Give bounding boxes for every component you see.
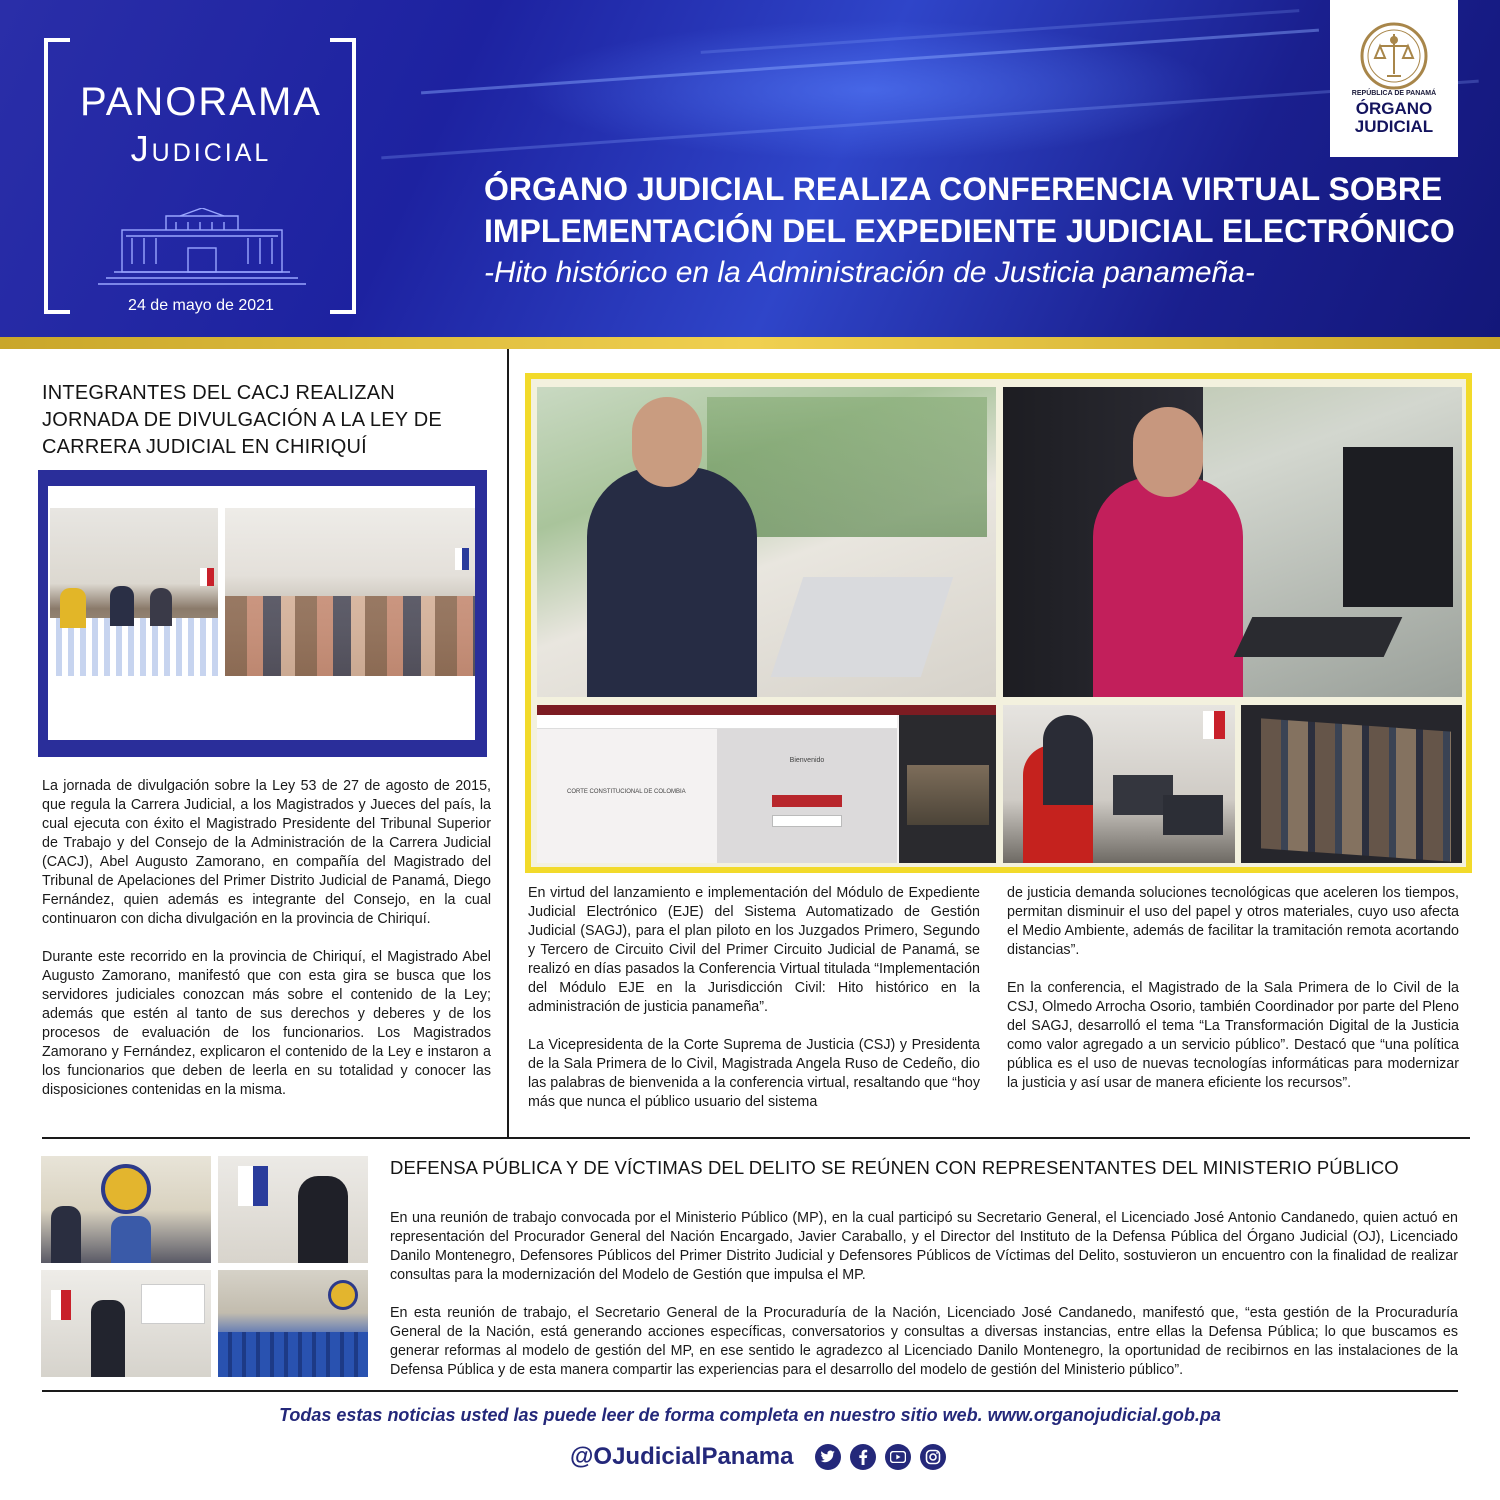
- site-nav: [537, 715, 897, 729]
- panama-flag: [238, 1166, 268, 1206]
- justice-seal-icon: [1360, 22, 1428, 90]
- bottom-article-body: [390, 1209, 1458, 1399]
- issue-date: 24 de mayo de 2021: [128, 297, 274, 314]
- center-paragraph-3: de justicia demanda soluciones tecnológicas que aceleren los tiempos, permitan disminuir el uso del papel y otros materiales, cuyo uso afecta el Medio Ambiente, además de facilitar la tramitación remota acortando distancias”.: [1007, 885, 1459, 958]
- person: [60, 588, 86, 628]
- keyboard: [1234, 617, 1403, 657]
- courthouse-illustration: [96, 208, 308, 288]
- left-article-title: INTEGRANTES DEL CACJ REALIZAN JORNADA DE DIVULGACIÓN A LA LEY DE CARRERA JUDICIAL EN CHIRIQUÍ: [42, 382, 442, 458]
- section-divider: [42, 1137, 1470, 1139]
- header-banner: [0, 0, 1500, 337]
- headline-subtitle: -Hito histórico en la Administración de Justicia panameña-: [484, 256, 1255, 289]
- person-suit: [298, 1176, 348, 1263]
- panama-flag: [51, 1290, 71, 1320]
- logo-line-1: ÓRGANO: [1355, 99, 1433, 118]
- photo-participants-laptops: [1003, 705, 1235, 863]
- laptop: [771, 577, 953, 677]
- left-photo-panel: [48, 486, 475, 740]
- panama-flag: [1203, 711, 1225, 739]
- headline-line-1: ÓRGANO JUDICIAL REALIZA CONFERENCIA VIRTUAL SOBRE: [484, 171, 1443, 207]
- photo-magistrate-laptop: [537, 387, 996, 697]
- login-panel: [717, 729, 897, 863]
- login-button: [772, 795, 842, 807]
- photo-defensa-4: [218, 1270, 368, 1377]
- video-tiles: [1261, 718, 1451, 861]
- masthead-subtitle: Judicial: [130, 128, 272, 169]
- person: [51, 1206, 81, 1263]
- panama-flag: [455, 548, 469, 570]
- person-suit: [1043, 715, 1093, 805]
- center-paragraph-2: La Vicepresidenta de la Corte Suprema de Justicia (CSJ) y Presidenta de la Sala Primera de lo Civil, Magistrada Angela Ruso de Cedeño, dio las palabras de bienvenida a la conferencia virtual, resaltando que “hoy más que nunca el público usuario del sistema: [528, 1037, 980, 1110]
- person-face: [632, 397, 702, 487]
- seal-emblem: [101, 1164, 151, 1214]
- person: [150, 588, 172, 626]
- center-article-col-2: [1007, 884, 1459, 1112]
- person: [110, 586, 134, 626]
- column-divider: [507, 349, 509, 1137]
- projection-screen: [141, 1284, 205, 1324]
- court-name: CORTE CONSTITUCIONAL DE COLOMBIA: [567, 789, 686, 795]
- video-thumbnail: [899, 715, 996, 863]
- center-paragraph-1: En virtud del lanzamiento e implementación del Módulo de Expediente Judicial Electrónico (EJE) del Sistema Automatizado de Gestión Judicial (SAGJ), para el plan piloto en los Juzgados Primero, Segundo y Tercero de Circuito Civil del Primer Circuito Judicial de Panamá, se realizó en días pasados la Conferencia Virtual titulada “Implementación del Módulo EJE en la Jurisdicción Civil: Hito histórico en la administración de justicia panameña”.: [528, 885, 980, 1015]
- social-row: [570, 1437, 946, 1477]
- photo-vicepresident-computer: [1003, 387, 1462, 697]
- organo-judicial-logo: [1330, 0, 1458, 157]
- speaker-video: [907, 765, 989, 825]
- panama-flag: [200, 568, 214, 586]
- welcome-text: Bienvenido: [789, 757, 825, 764]
- left-photo-audience: [225, 508, 475, 676]
- laptop: [1163, 795, 1223, 835]
- blue-seats: [218, 1332, 368, 1377]
- logo-country: REPÚBLICA DE PANAMÁ: [1351, 90, 1437, 97]
- left-photo-meeting-table: [50, 508, 218, 676]
- left-article-body: [42, 777, 491, 1119]
- gold-band: [0, 337, 1500, 349]
- bottom-article-title: DEFENSA PÚBLICA Y DE VÍCTIMAS DEL DELITO SE REÚNEN CON REPRESENTANTES DEL MINISTERIO PÚBLICO: [390, 1157, 1399, 1178]
- left-paragraph-1: La jornada de divulgación sobre la Ley 53 de 27 de agosto de 2015, que regula la Carrera Judicial, a los Magistrados y Jueces del país, la cual ejecuta con éxito el Magistrado Presidente del Tribunal Superior de Trabajo y del Consejo de la Administración de la Carrera Judicial (CACJ), Abel Augusto Zamorano, en compañía del Magistrado del Tribunal de Apelaciones del Primer Distrito Judicial de Panamá, Diego Fernández, quien además es integrante del Consejo, en la cual continuaron con dicha divulgación en la provincia de Chiriquí.: [42, 778, 491, 927]
- seal-emblem: [328, 1280, 358, 1310]
- browser-bar: [537, 705, 996, 715]
- logo-line-2: JUDICIAL: [1354, 117, 1434, 136]
- photo-defensa-3: [41, 1270, 211, 1377]
- bottom-paragraph-1: En una reunión de trabajo convocada por el Ministerio Público (MP), en la cual participó su Secretario General, el Licenciado José Antonio Candanedo, quien actuó en representación del Procurador General del Nación Encargado, Javier Caraballo, y el Director del Instituto de la Defensa Pública del Órgano Judicial (OJ), Licenciado Danilo Montenegro, Defensores Públicos del Primer Distrito Judicial y Defensores Públicos de Víctimas del Delito, sostuvieron un encuentro con la finalidad de realizar consultas para la modernización del Modelo de Gestión que impulsa el MP.: [390, 1210, 1458, 1283]
- left-paragraph-2: Durante este recorrido en la provincia de Chiriquí, el Magistrado Abel Augusto Zamorano, manifestó que con esta gira se busca que los servidores judiciales conozcan más sobre el contenido de la Ley; además que estén al tanto de sus derechos y deberes y de los procesos de evaluación de los funcionarios. Los Magistrados Zamorano y Fernández, explicaron el contenido de la Ley e instaron a los funcionarios que deben de leerla en su totalidad y conocer las disposiciones contenidas en la misma.: [42, 949, 491, 1098]
- social-handle[interactable]: @OJudicialPanama: [570, 1443, 794, 1470]
- center-paragraph-4: En la conferencia, el Magistrado de la Sala Primera de lo Civil de la CSJ, Olmedo Arrocha Osorio, también Coordinador por parte del Pleno del SAGJ, desarrolló el tema “La Transformación Digital de la Justicia como valor agregado a un servicio público”. Destacó que “una política pública es el uso de nuevas tecnologías informáticas para modernizar la justicia y así usar de manera eficiente los recursos”.: [1007, 980, 1459, 1091]
- main-headline: [484, 168, 1474, 252]
- photo-video-grid: [1241, 705, 1462, 863]
- left-photo-frame: [38, 470, 487, 757]
- masthead-title: PANORAMA: [80, 80, 322, 124]
- photo-gallery-frame: [525, 373, 1472, 873]
- headline-line-2: IMPLEMENTACIÓN DEL EXPEDIENTE JUDICIAL ELECTRÓNICO: [484, 213, 1455, 249]
- person-suit: [587, 467, 757, 697]
- person-face: [1133, 407, 1203, 497]
- website-line: Todas estas noticias usted las puede leer de forma completa en nuestro sitio web. www.organojudicial.gob.pa: [279, 1405, 1221, 1425]
- audience-row: [225, 596, 475, 676]
- photo-defensa-1: [41, 1156, 211, 1263]
- person-jacket: [1093, 477, 1243, 697]
- photo-screen-capture: [537, 705, 996, 863]
- person: [91, 1300, 125, 1377]
- bottom-paragraph-2: En esta reunión de trabajo, el Secretario General de la Procuraduría de la Nación, Licenciado José Candanedo, manifestó que, “esta gestión de la Procuraduría General de la Nación, está generando acciones específicas, conversatorios y consultas a diversas instancias, entre ellas la Defensa Pública; lo que buscamos es generar reformas al modelo de gestión del MP, en ese sentido le agradezco al Licenciado Danilo Montenegro, la oportunidad de recibirnos en las instalaciones de la Defensa Pública y de esta manera compartir las experiencias para el desarrollo del modelo de gestión del Ministerio público”.: [390, 1305, 1458, 1378]
- instagram-icon[interactable]: [920, 1444, 946, 1470]
- twitter-icon[interactable]: [815, 1444, 841, 1470]
- person: [111, 1216, 151, 1263]
- facebook-icon[interactable]: [850, 1444, 876, 1470]
- monitor: [1343, 447, 1453, 607]
- youtube-icon[interactable]: [885, 1444, 911, 1470]
- photo-defensa-2: [218, 1156, 368, 1263]
- center-article-col-1: [528, 884, 980, 1131]
- secondary-button: [772, 815, 842, 827]
